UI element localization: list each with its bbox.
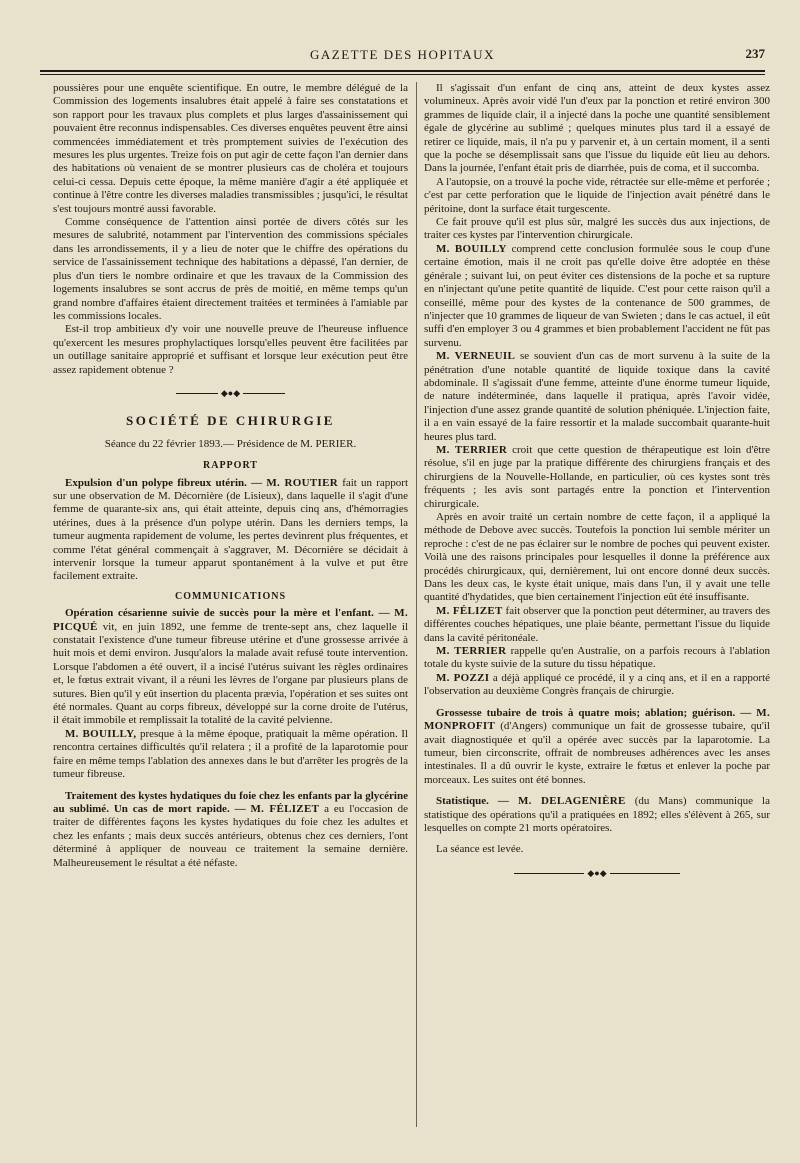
closing-ornament: ◆●◆ bbox=[424, 867, 770, 880]
author-name: M. MONPROFIT bbox=[424, 706, 770, 733]
paragraph: A l'autopsie, on a trouvé la poche vide, rétractée sur elle-même et perforée ; c'est par cette perforation que le liquide de l'injection avait pénétré dans le péritoine, dont la surface était turgescente. bbox=[424, 175, 770, 215]
article-statistique bbox=[424, 795, 770, 835]
author-name: M. VERNEUIL bbox=[436, 350, 516, 363]
subsection-heading: COMMUNICATIONS bbox=[174, 590, 287, 602]
author-name: M. TERRIER bbox=[436, 443, 508, 456]
article-grossesse bbox=[424, 707, 770, 787]
left-column bbox=[53, 82, 408, 870]
closing-line: La séance est levée. bbox=[436, 843, 524, 856]
author-name: M. FÉLIZET bbox=[436, 604, 503, 617]
paragraph: Est-il trop ambitieux d'y voir une nouvelle preuve de l'heureuse influence qu'exercent les mesures prophylactiques lorsqu'elles peuvent être facilitées par un outillage sanitaire approprié et suffisant et lorsque leur exécution peut être assez rapidement obtenue ? bbox=[53, 323, 408, 376]
paragraph: Après en avoir traité un certain nombre de cette façon, il a appliqué la méthode de Debove avec succès. Toutefois la ponction lui semble mériter un reproche : c'est de ne pas éclairer sur le nombre de poches qui peuvent exister. Voilà une des raisons principales pour lesquelles il donne la préférence aux procédés chirurgicaux, qui, dernièrement, lui ont encore donné deux succès. Dans les deux cas, le kyste était unique, mais dans l'un, il y avait une telle quantité d'hydatides, que bien certainement l'injection eût été insuffisante. bbox=[424, 511, 770, 604]
journal-title: GAZETTE DES HOPITAUX bbox=[310, 47, 495, 62]
paragraph: Comme conséquence de l'attention ainsi portée de divers côtés sur les mesures de salubrité, notamment par l'intervention des commissions spéciales dans les arrondissements, il y a lieu de noter que le chiffre des opérations du service de l'assainissement technique des habitations a dépassé, l'an dernier, de plus d'un tiers le nombre ordinaire et que les travaux de la Commission des logements insalubres se sont accrus de près de moitié, en même temps qu'un grand nombre d'affaires étaient directement traitées et terminées à l'amiable par les commissions locales. bbox=[53, 216, 408, 322]
article-title: Statistique. — bbox=[436, 795, 509, 808]
section-title: SOCIÉTÉ DE CHIRURGIE bbox=[126, 413, 335, 429]
article-bouilly bbox=[53, 728, 408, 782]
remark-body: croit que cette question de thérapeutique est loin d'être résolue, s'il en juge par la pratique différente des chirurgiens français et des chirurgiens de la Nouvelle-Hollande, en particulier, où ces kystes sont très fréquents ; les avis sont partagés entre la ponction et l'intervention chirurgicale. bbox=[424, 443, 770, 510]
article-body: (d'Angers) communique un fait de grossesse tubaire, qu'il avait diagnostiquée et qu'il a opérée avec succès par la laparotomie. La tumeur, bien circonscrite, offrait de nombreuses adhérences avec les anses intestinales. Il a dû ouvrir le kyste, extraire le fœtus et enlever la poche par morceaux. Les suites ont été bonnes. bbox=[424, 720, 770, 786]
article-cesarienne bbox=[53, 607, 408, 728]
session-line: Séance du 22 février 1893.— Présidence de M. PERIER. bbox=[104, 437, 357, 450]
remark-terrier bbox=[424, 444, 770, 511]
article-body: fait un rapport sur une observation de M. Décornière (de Lisieux), dans laquelle il s'agit d'une femme de quarante-six ans, qui était atteinte, depuis cinq ans, d'hémorragies utérines, dues à la présence d'un polype utérin. Dans les derniers temps, la tumeur augmenta rapidement de volume, les pertes devinrent plus fréquentes, et comme l'état général commençait à s'aggraver, M. Décornière se décidait à intervenir lorsque la tumeur apparut spontanément à la vulve et put être facilement extraite. bbox=[53, 476, 409, 583]
author-name: M. BOUILLY, bbox=[65, 727, 137, 740]
author-name: M. TERRIER bbox=[436, 645, 507, 658]
remark-felizet bbox=[424, 605, 770, 645]
remark-verneuil bbox=[424, 350, 770, 444]
article-title: Traitement des kystes hydatiques du foie chez les enfants par la glycérine au sublimé. Un cas de mort rapide. — bbox=[53, 789, 408, 815]
remark-body: fait observer que la ponction peut déterminer, au travers des différentes couches hépatiques, une plaie béante, permettant l'issue du liquide dans la cavité péritonéale. bbox=[424, 604, 770, 644]
article-title: Expulsion d'un polype fibreux utérin. — bbox=[65, 476, 263, 489]
header-rule-thick bbox=[40, 70, 765, 72]
article-body: (du Mans) communique la statistique des opérations qu'il a pratiquées en 1892; elles s'élèvent à 265, sur lesquelles on compte 21 morts opératoires. bbox=[424, 795, 770, 834]
paragraph: Ce fait prouve qu'il est plus sûr, malgré les succès dus aux injections, de traiter ces kystes par l'intervention chirurgicale. bbox=[424, 216, 770, 242]
author-name: M. BOUILLY bbox=[436, 242, 507, 255]
page-number: 237 bbox=[745, 46, 765, 61]
author-name: M. ROUTIER bbox=[266, 476, 338, 489]
article-body: vit, en juin 1892, une femme de trente-sept ans, chez laquelle il constatait l'existence d'une tumeur fibreuse utérine et d'une grossesse arrivée à huit mois et demi environ. Jusqu'alors la malade avait refusé toute intervention. Lorsque l'abdomen a été ouvert, il a incisé l'utérus suivant les règles ordinaires et, le fœtus extrait vivant, il a réuni les lèvres de l'organe par plusieurs plans de sutures. Bien qu'il y eût insertion du placenta prævia, l'opération et ses suites ont été normales. Quant au corps fibreux, développé sur la corne droite de l'utérus, il était immobile et remplissait la totalité de la cavité pelvienne. bbox=[53, 620, 409, 727]
paragraph: poussières pour une enquête scientifique. En outre, le membre délégué de la Commission des logements insalubres était appelé à faire ses constatations et son rapport pour les travaux plus complets et plus larges d'assainissement qui pouvaient être reconnus indispensables. Ces diverses enquêtes peuvent être ainsi commencées immédiatement et très promptement suivies de l'exécution des mesures les plus urgentes. Treize fois on put agir de cette façon l'an dernier dans des habitations où venaient de se montrer plusieurs cas de choléra et toujours celui-ci cessa. Depuis cette époque, la même manière d'agir a été appliquée et continue à l'être contre les diverses maladies transmissibles ; jusqu'ici, le résultat s'est toujours montré aussi favorable. bbox=[53, 82, 408, 215]
remark-terrier-2 bbox=[424, 645, 770, 672]
article-title: Opération césarienne suivie de succès pour la mère et l'enfant. — bbox=[65, 607, 390, 620]
page-header bbox=[40, 44, 765, 68]
remark-body: rappelle qu'en Australie, on a parfois recours à l'ablation totale du kyste suivie de la suture du tissu hépatique. bbox=[424, 645, 771, 671]
remark-body: a déjà appliqué ce procédé, il y a cinq ans, et il en a rapporté l'observation au deuxième Congrès français de chirurgie. bbox=[424, 671, 771, 698]
remark-pozzi bbox=[424, 672, 770, 699]
column-divider bbox=[416, 82, 417, 1127]
remark-body: se souvient d'un cas de mort survenu à la suite de la pénétration d'une notable quantité de liquide toxique dans la cavité abdominale. Il s'agissait d'une femme, atteinte d'une énorme tumeur liquide, de nature indéterminée, dans laquelle il pratiqua, après l'avoir vidée, l'injection d'une assez grande quantité de solution phéniquée. L'injection faite, il a en vain essayé de la faire ressortir et la malade succombait quarante-huit heures plus tard. bbox=[424, 350, 771, 443]
right-column bbox=[424, 82, 770, 884]
article-expulsion bbox=[53, 477, 408, 584]
article-body: presque à la même époque, pratiquait la même opération. Il rencontra certaines difficultés qu'il relatera ; il a profité de la laparotomie pour faire en même temps l'ablation des annexes dans le but d'arrêter les progrès de la tumeur fibreuse. bbox=[53, 727, 409, 781]
subsection-heading: RAPPORT bbox=[203, 460, 258, 472]
article-kystes bbox=[53, 790, 408, 870]
article-body: a eu l'occasion de traiter de différentes façons les kystes hydatiques du foie chez les adultes et chez les enfants ; mais deux succès antérieurs, obtenus chez ces derniers, l'ont déterminé à appliquer de nouveau ce traitement la semaine dernière. Malheureusement le résultat a été néfaste. bbox=[53, 802, 408, 869]
paragraph: Il s'agissait d'un enfant de cinq ans, atteint de deux kystes assez volumineux. Après avoir vidé l'un d'eux par la ponction et retiré environ 300 grammes de liquide clair, il a injecté dans la poche une quantité sensiblement égale de glycérine au sublimé ; quelques minutes plus tard il a essayé de retirer ce liquide, mais, il n'a pu y parvenir et, à un certain moment, il a senti que la poche se désemplissait sans que l'issue du liquide eût lieu au dehors. Dans la journée, l'enfant était pris de diarrhée, puis de coma, et il succomba. bbox=[424, 82, 770, 175]
remark-bouilly bbox=[424, 243, 770, 350]
header-rule-thin bbox=[40, 74, 765, 75]
author-name: M. FÉLIZET bbox=[250, 802, 320, 815]
article-title: Grossesse tubaire de trois à quatre mois; ablation; guérison. — bbox=[436, 706, 752, 719]
author-name: M. PICQUÉ bbox=[53, 607, 408, 633]
author-name: M. DELAGENIÈRE bbox=[517, 795, 626, 808]
remark-body: comprend cette conclusion formulée sous le coup d'une certaine émotion, mais il ne croit pas qu'elle doive être adoptée en thèse générale ; suivant lui, on peut éviter ces distensions de la poche et sa rupture en n'injectant qu'une petite quantité de liquide. C'est pour cette raison qu'il a conseillé, même pour des kystes de la contenance de 500 grammes, de n'injecter que 10 grammes de liqueur de van Swieten ; dans le cas actuel, il eût suffi d'en employer 3 ou 4 grammes et bien probablement l'accident ne fût pas survenu. bbox=[424, 242, 771, 349]
section-ornament: ◆●◆ bbox=[53, 387, 408, 400]
author-name: M. POZZI bbox=[436, 671, 490, 684]
